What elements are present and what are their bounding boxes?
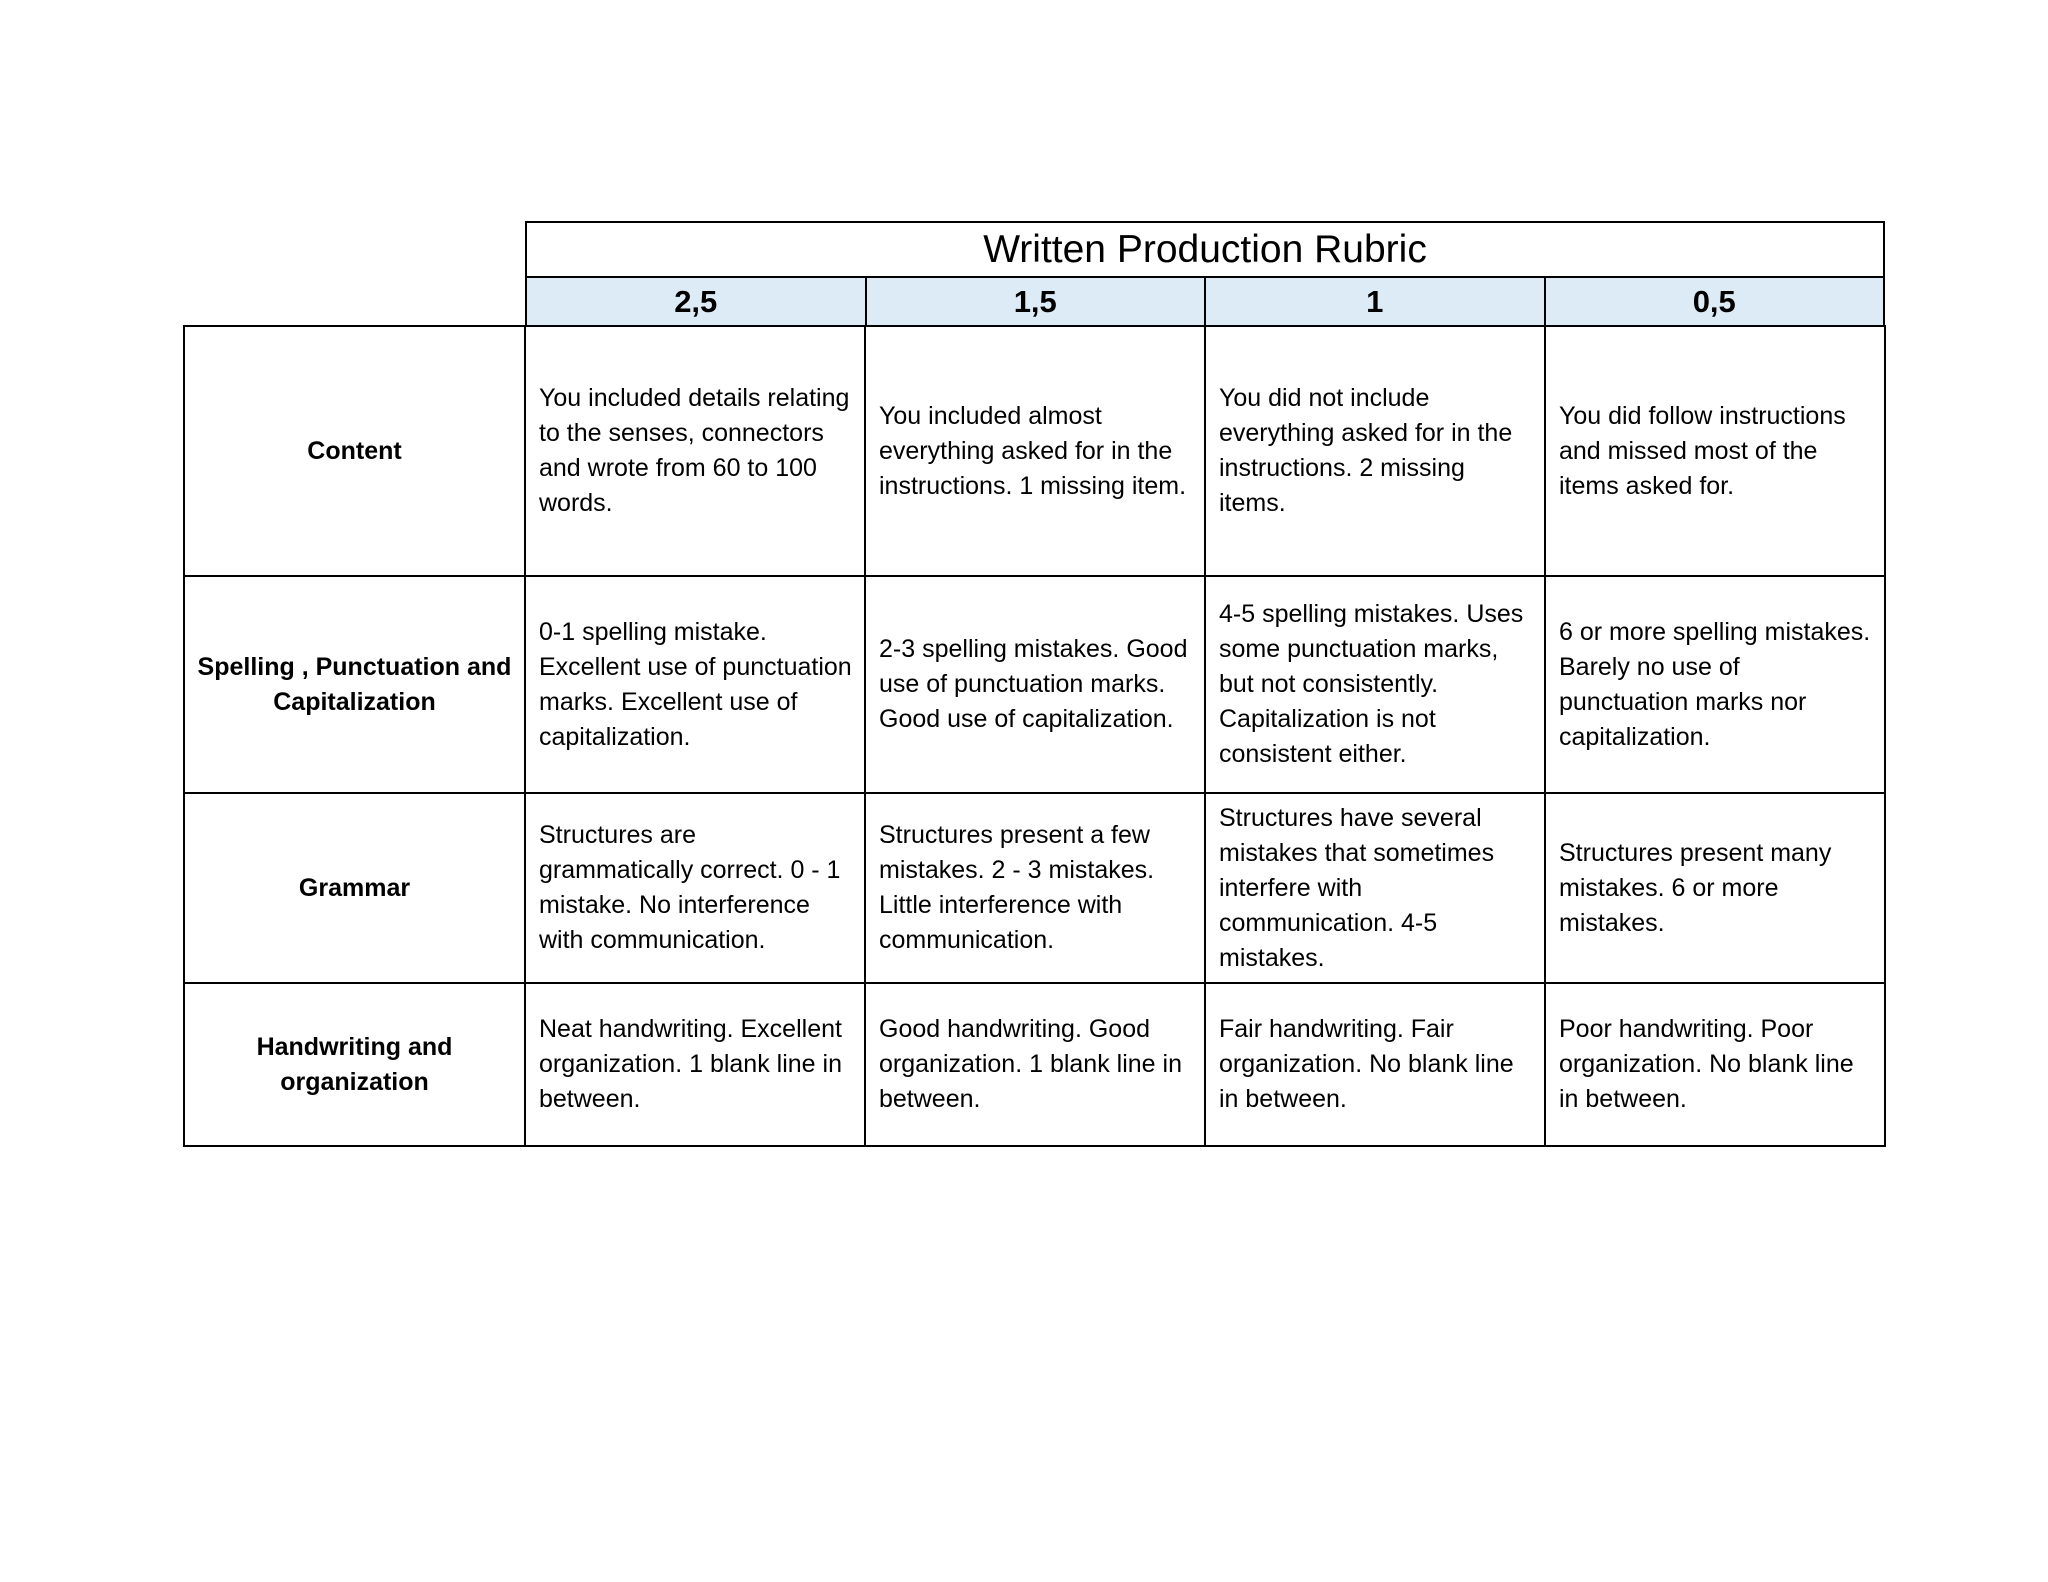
rubric-row-handwriting [184, 983, 1885, 1146]
descriptor-cell: 6 or more spelling mistakes. Barely no use of punctuation marks nor capitalization. [1545, 576, 1885, 793]
descriptor-cell: 0-1 spelling mistake. Excellent use of punctuation marks. Excellent use of capitalization. [525, 576, 865, 793]
descriptor-cell: You did not include everything asked for in the instructions. 2 missing items. [1205, 326, 1545, 576]
criterion-label: Content [184, 326, 525, 576]
descriptor-cell: You included details relating to the senses, connectors and wrote from 60 to 100 words. [525, 326, 865, 576]
score-header-2-5: 2,5 [527, 278, 867, 325]
descriptor-cell: You included almost everything asked for in the instructions. 1 missing item. [865, 326, 1205, 576]
descriptor-cell: Fair handwriting. Fair organization. No blank line in between. [1205, 983, 1545, 1146]
descriptor-cell: 4-5 spelling mistakes. Uses some punctuation marks, but not consistently. Capitalization is not consistent either. [1205, 576, 1545, 793]
descriptor-cell: You did follow instructions and missed most of the items asked for. [1545, 326, 1885, 576]
descriptor-cell: Structures are grammatically correct. 0 - 1 mistake. No interference with communication. [525, 793, 865, 983]
rubric-row-content [184, 326, 1885, 576]
descriptor-cell: Neat handwriting. Excellent organization. 1 blank line in between. [525, 983, 865, 1146]
descriptor-cell: 2-3 spelling mistakes. Good use of punctuation marks. Good use of capitalization. [865, 576, 1205, 793]
criterion-label: Spelling , Punctuation and Capitalization [184, 576, 525, 793]
descriptor-cell: Structures present many mistakes. 6 or more mistakes. [1545, 793, 1885, 983]
descriptor-cell: Structures have several mistakes that sometimes interfere with communication. 4-5 mistakes. [1205, 793, 1545, 983]
score-header-1: 1 [1206, 278, 1546, 325]
score-header-1-5: 1,5 [867, 278, 1207, 325]
rubric-title: Written Production Rubric [525, 221, 1885, 276]
rubric-table [183, 325, 1886, 1147]
rubric-row-grammar [184, 793, 1885, 983]
rubric-row-spelling [184, 576, 1885, 793]
score-header-0-5: 0,5 [1546, 278, 1886, 325]
score-header-row [525, 276, 1885, 327]
descriptor-cell: Good handwriting. Good organization. 1 blank line in between. [865, 983, 1205, 1146]
criterion-label: Grammar [184, 793, 525, 983]
criterion-label: Handwriting and organization [184, 983, 525, 1146]
descriptor-cell: Poor handwriting. Poor organization. No blank line in between. [1545, 983, 1885, 1146]
descriptor-cell: Structures present a few mistakes. 2 - 3 mistakes. Little interference with communication. [865, 793, 1205, 983]
